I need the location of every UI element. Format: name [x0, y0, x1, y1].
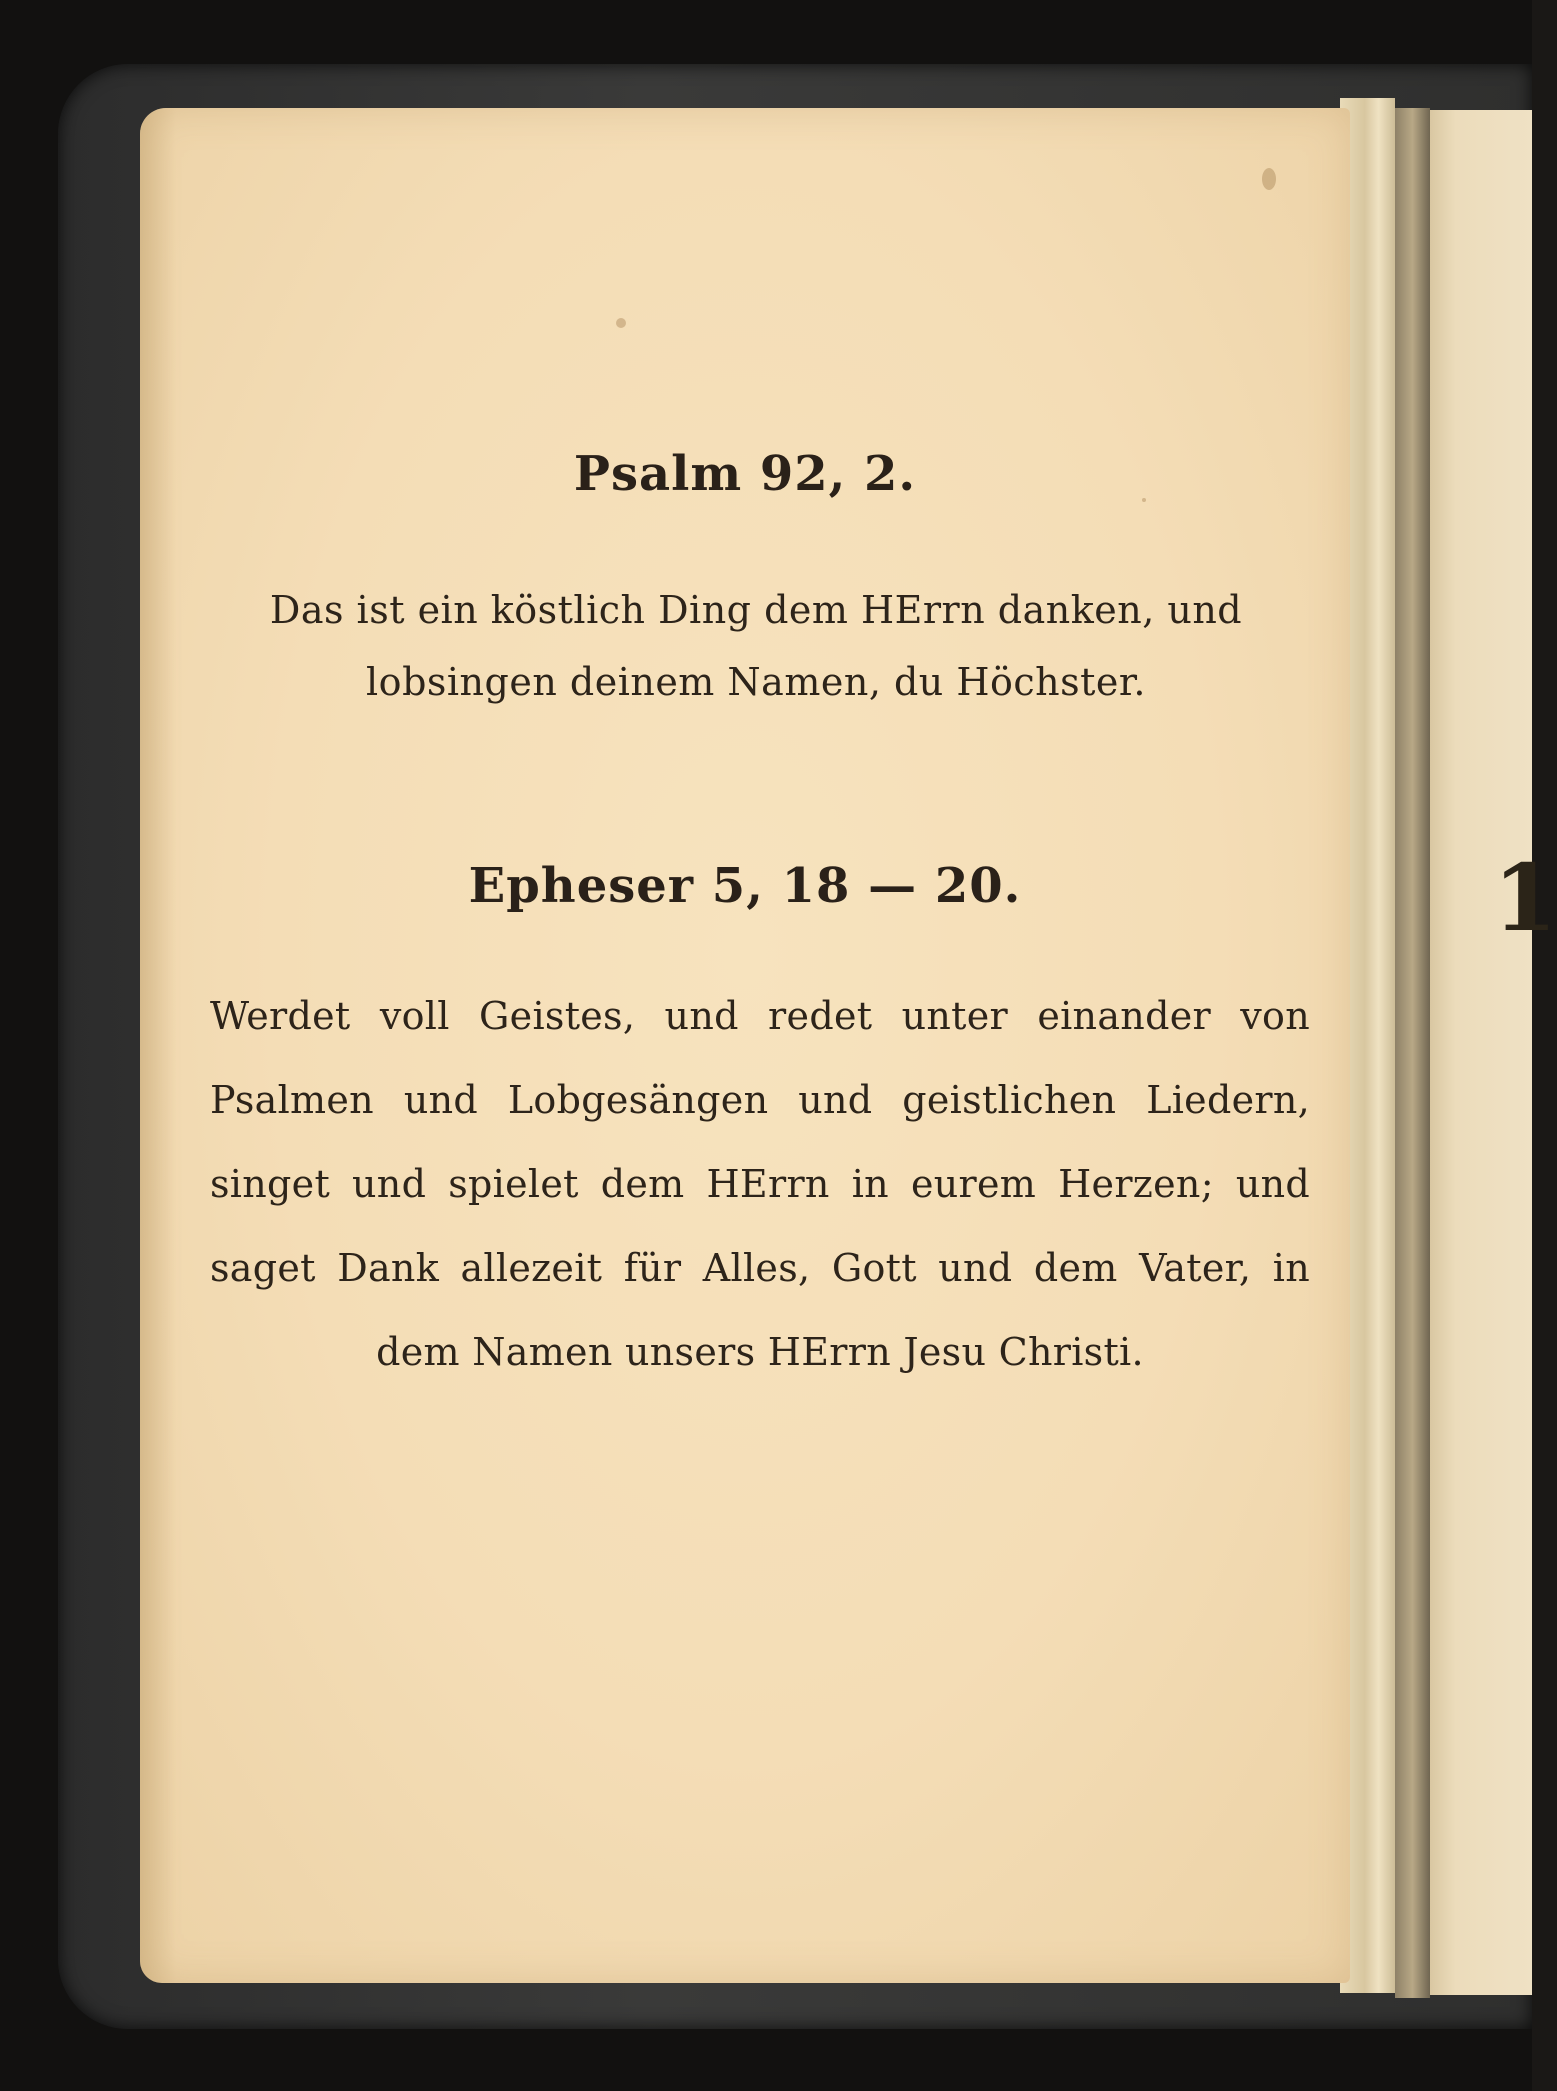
verse-heading-psalm: Psalm 92, 2.	[573, 446, 917, 502]
book-gutter	[1395, 108, 1430, 1998]
verse-text-psalm: Das ist ein köstlich Ding dem HErrn danken, und lobsingen deinem Namen, du Höchster.	[269, 588, 1243, 704]
page-edge-shadow	[140, 108, 176, 1983]
verse-text-ephesians: Werdet voll Geistes, und redet unter einander von Psalmen und Lobgesängen und geistlichen Liedern, singet und spielet dem HErrn in eurem Herzen; und saget Dank allezeit für Alles, Gott und dem Vater, in dem Namen unsers HErrn Jesu Christi.	[210, 994, 1310, 1374]
paper-speck	[616, 318, 626, 328]
next-page-edge	[1430, 110, 1532, 1995]
paper-speck	[1262, 168, 1276, 190]
next-page-number-fragment: 1	[1493, 844, 1557, 952]
verse-heading-ephesians: Epheser 5, 18 — 20.	[468, 858, 1022, 914]
